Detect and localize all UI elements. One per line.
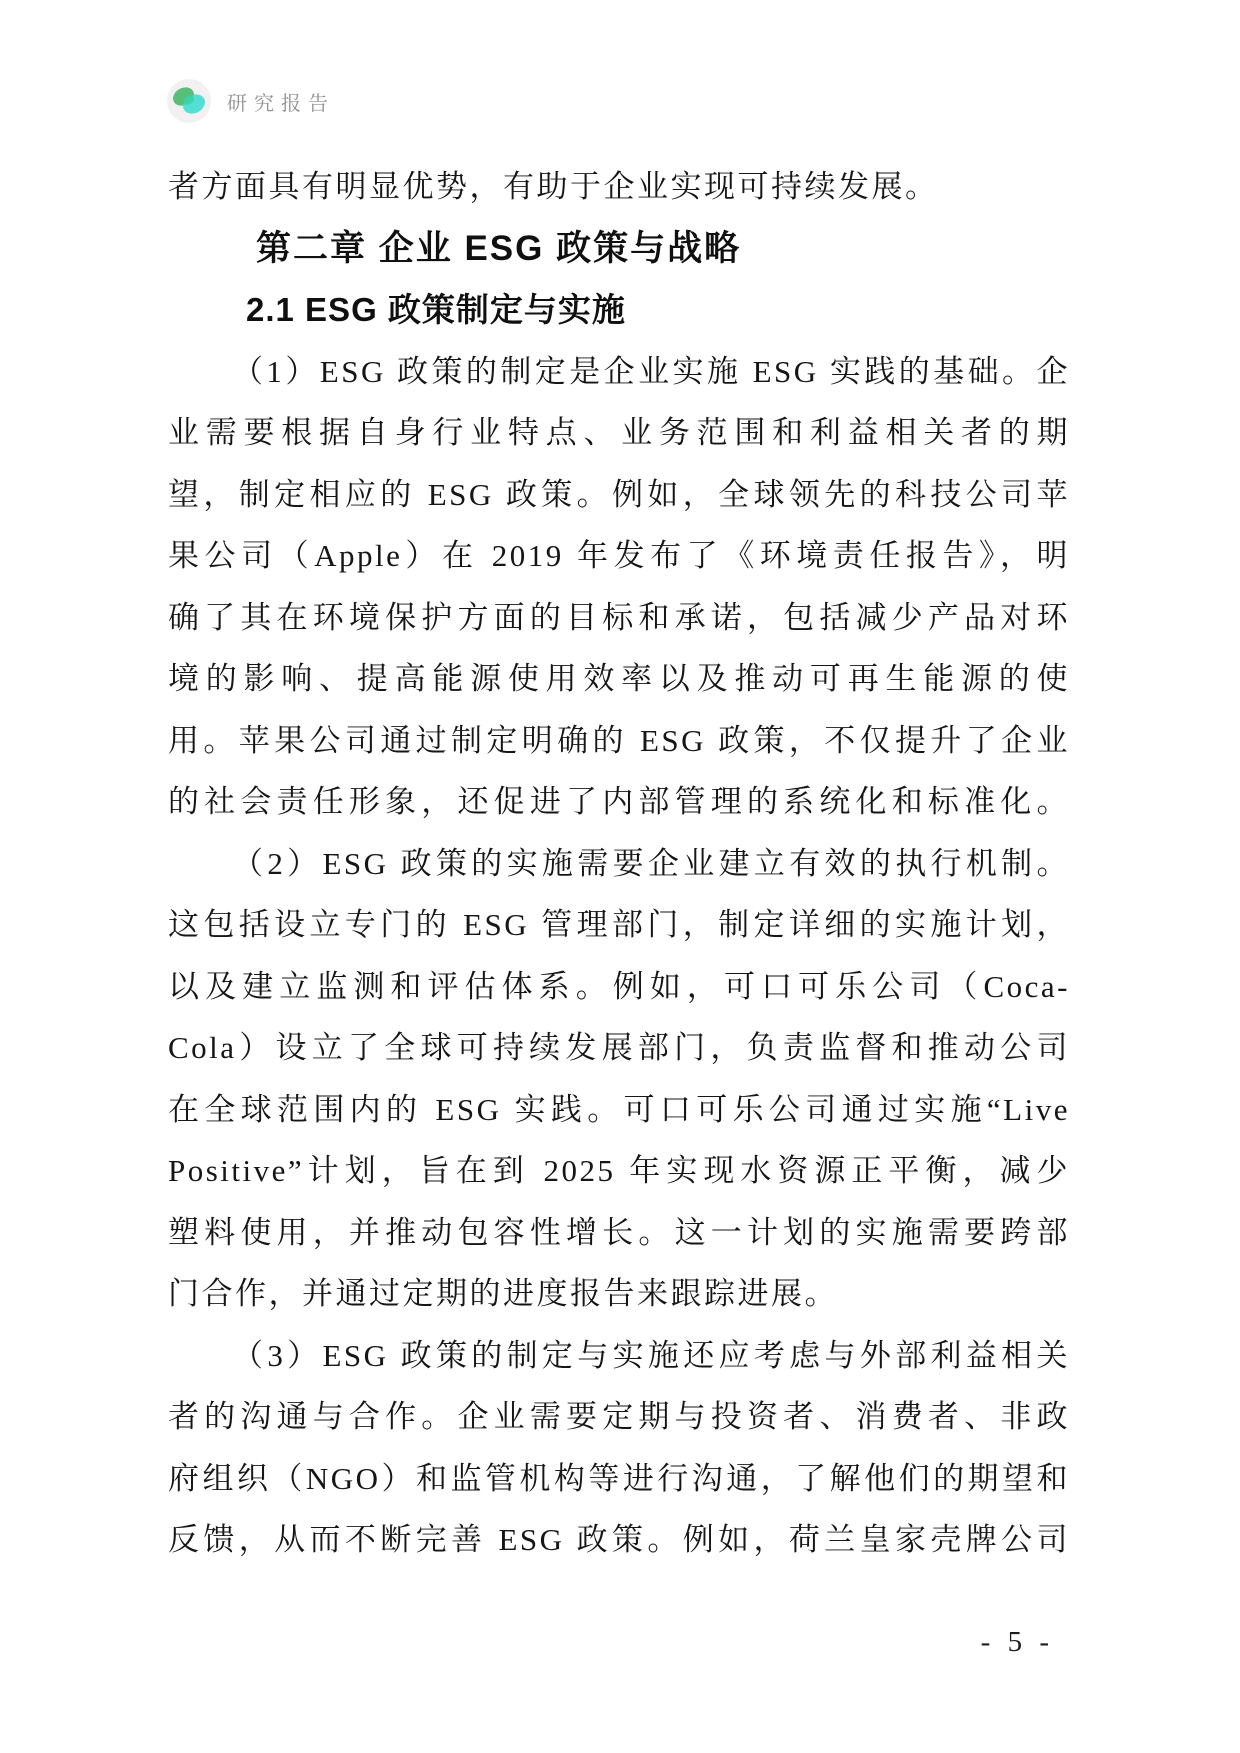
paragraph-1 [168,341,1070,833]
body-line: 这包括设立专门的 ESG 管理部门，制定详细的实施计划， [168,907,1070,942]
body-line: 用。苹果公司通过制定明确的 ESG 政策，不仅提升了企业 [168,722,1070,758]
body-line: Positive”计划，旨在到 2025 年实现水资源正平衡，减少 [168,1153,1070,1188]
brand-label: 研究报告 [227,92,335,115]
body-line: 确了其在环境保护方面的目标和承诺，包括减少产品对环 [168,599,1070,635]
document-body [168,156,1070,1571]
brand-logo-icon [166,78,212,124]
body-line: Cola）设立了全球可持续发展部门，负责监督和推动公司 [168,1030,1070,1065]
report-brand [166,78,335,124]
body-line: 者的沟通与合作。企业需要定期与投资者、消费者、非政 [168,1399,1070,1434]
body-line: 以及建立监测和评估体系。例如，可口可乐公司（Coca- [168,968,1070,1004]
chapter-heading: 第二章 企业 ESG 政策与战略 [256,228,742,268]
body-line: 在全球范围内的 ESG 实践。可口可乐公司通过实施“Live [168,1091,1070,1127]
body-line: 果公司（Apple）在 2019 年发布了《环境责任报告》，明 [168,538,1070,573]
body-line-intro: 者方面具有明显优势，有助于企业实现可持续发展。 [168,169,939,204]
body-line: 反馈，从而不断完善 ESG 政策。例如，荷兰皇家壳牌公司 [168,1522,1070,1557]
page-number: - 5 - [980,1626,1054,1658]
paragraph-3 [168,1325,1070,1571]
body-line: 府组织（NGO）和监管机构等进行沟通，了解他们的期望和 [168,1460,1070,1496]
body-line: 境的影响、提高能源使用效率以及推动可再生能源的使 [168,661,1070,696]
section-heading: 2.1 ESG 政策制定与实施 [246,291,626,328]
body-line: 的社会责任形象，还促进了内部管理的系统化和标准化。 [168,784,1070,819]
paragraph-2 [168,833,1070,1325]
body-line: 望，制定相应的 ESG 政策。例如，全球领先的科技公司苹 [168,476,1070,512]
body-line: （1）ESG 政策的制定是企业实施 ESG 实践的基础。企 [232,353,1070,389]
body-line: 门合作，并通过定期的进度报告来跟踪进展。 [168,1276,838,1311]
body-line: 业需要根据自身行业特点、业务范围和利益相关者的期 [168,415,1070,450]
body-line: 塑料使用，并推动包容性增长。这一计划的实施需要跨部 [168,1214,1070,1250]
body-line: （3）ESG 政策的制定与实施还应考虑与外部利益相关 [232,1337,1070,1373]
body-line: （2）ESG 政策的实施需要企业建立有效的执行机制。 [232,845,1070,881]
